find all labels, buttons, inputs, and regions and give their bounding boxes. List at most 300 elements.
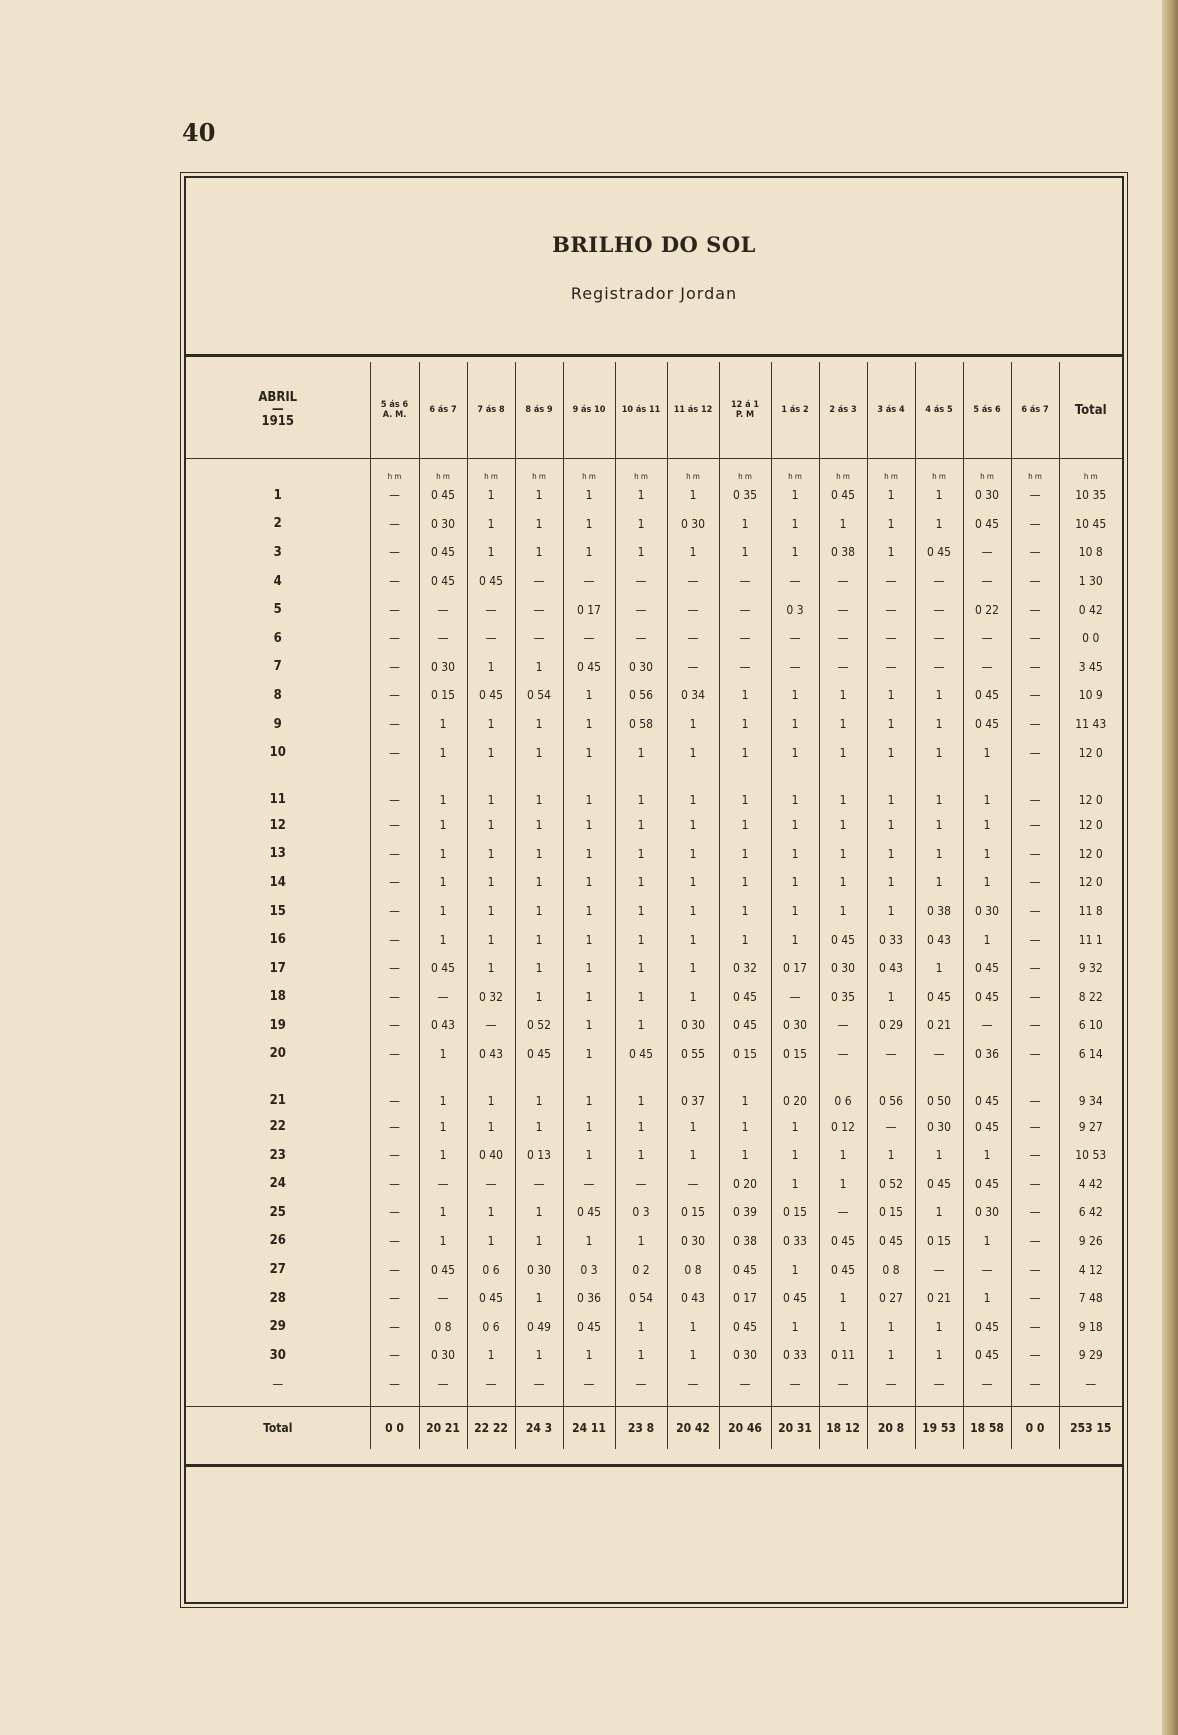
page-edge <box>1162 0 1178 1735</box>
value-cell: 0 45 <box>563 1312 615 1341</box>
value-cell: — <box>867 624 915 653</box>
value-cell: — <box>719 653 771 682</box>
value-cell: 0 17 <box>563 595 615 624</box>
value-cell: — <box>370 738 419 767</box>
row-total-cell: 12 0 <box>1059 868 1122 897</box>
value-cell: 0 15 <box>719 1040 771 1069</box>
value-cell: 1 <box>563 983 615 1012</box>
value-cell: — <box>1011 983 1059 1012</box>
column-total-cell: 20 31 <box>771 1406 819 1449</box>
value-cell: 1 <box>419 1198 467 1227</box>
value-cell: 1 <box>515 767 563 811</box>
spacer-cell <box>370 1398 419 1407</box>
value-cell: 1 <box>563 868 615 897</box>
column-header-label: 5 ás 6 <box>973 405 1001 415</box>
value-cell: 1 <box>867 868 915 897</box>
value-cell: 0 38 <box>915 897 963 926</box>
value-cell: 1 <box>615 1227 667 1256</box>
spacer-cell <box>515 1398 563 1407</box>
row-total-cell: 0 42 <box>1059 595 1122 624</box>
value-cell: 1 <box>563 538 615 567</box>
value-cell: 0 30 <box>963 481 1011 510</box>
value-cell: — <box>370 510 419 539</box>
dash-row <box>186 1370 1122 1398</box>
value-cell: 1 <box>615 1312 667 1341</box>
unit-label: h m <box>915 459 963 482</box>
value-cell: — <box>370 897 419 926</box>
spacer-cell <box>1011 1398 1059 1407</box>
table-row <box>186 925 1122 954</box>
value-cell: 1 <box>467 767 515 811</box>
value-cell: 1 <box>963 1141 1011 1170</box>
month-label: ABRIL <box>258 390 298 405</box>
total-column-header: Total <box>1059 362 1122 459</box>
row-total-cell: 9 26 <box>1059 1227 1122 1256</box>
value-cell: 1 <box>867 983 915 1012</box>
value-cell: 1 <box>467 653 515 682</box>
column-total-cell: 19 53 <box>915 1406 963 1449</box>
column-header <box>563 362 615 459</box>
dash-cell: — <box>467 1370 515 1398</box>
value-cell: 1 <box>563 811 615 840</box>
value-cell: 0 17 <box>719 1284 771 1313</box>
table-row <box>186 510 1122 539</box>
value-cell: 1 <box>467 954 515 983</box>
value-cell: 1 <box>615 983 667 1012</box>
value-cell: 1 <box>419 897 467 926</box>
table-row <box>186 1198 1122 1227</box>
value-cell: 0 3 <box>771 595 819 624</box>
value-cell: — <box>615 567 667 596</box>
value-cell: — <box>963 624 1011 653</box>
value-cell: 0 45 <box>915 1169 963 1198</box>
value-cell: 0 45 <box>419 567 467 596</box>
value-cell: 1 <box>819 897 867 926</box>
column-header-label: 6 ás 7 <box>1021 405 1049 415</box>
value-cell: 1 <box>467 811 515 840</box>
day-cell: 29 <box>269 1319 286 1335</box>
value-cell: — <box>1011 1141 1059 1170</box>
value-cell: 1 <box>667 481 719 510</box>
value-cell: 0 8 <box>419 1312 467 1341</box>
table-row <box>186 1112 1122 1141</box>
value-cell: 1 <box>963 868 1011 897</box>
value-cell: 1 <box>771 897 819 926</box>
value-cell: 1 <box>667 1141 719 1170</box>
row-total-cell: 10 45 <box>1059 510 1122 539</box>
value-cell: — <box>615 595 667 624</box>
value-cell: — <box>1011 624 1059 653</box>
column-total-cell: 20 21 <box>419 1406 467 1449</box>
column-header <box>867 362 915 459</box>
value-cell: — <box>370 1112 419 1141</box>
row-total-cell: 11 1 <box>1059 925 1122 954</box>
value-cell: 1 <box>419 925 467 954</box>
value-cell: 0 20 <box>771 1068 819 1112</box>
value-cell: 1 <box>915 710 963 739</box>
dash-cell: — <box>615 1370 667 1398</box>
day-cell: 6 <box>273 630 282 646</box>
value-cell: 1 <box>667 538 719 567</box>
value-cell: 0 34 <box>667 681 719 710</box>
value-cell: 1 <box>563 681 615 710</box>
day-cell: 8 <box>273 687 282 703</box>
value-cell: 0 45 <box>771 1284 819 1313</box>
spacer-cell <box>915 1398 963 1407</box>
column-total-cell: 24 11 <box>563 1406 615 1449</box>
dash-cell: — <box>719 1370 771 1398</box>
value-cell: — <box>370 653 419 682</box>
value-cell: — <box>719 595 771 624</box>
value-cell: — <box>467 624 515 653</box>
value-cell: 1 <box>563 1341 615 1370</box>
value-cell: — <box>771 983 819 1012</box>
value-cell: 1 <box>515 868 563 897</box>
value-cell: — <box>1011 1068 1059 1112</box>
value-cell: 1 <box>515 538 563 567</box>
value-cell: 0 36 <box>563 1284 615 1313</box>
value-cell: 0 45 <box>719 983 771 1012</box>
table-row <box>186 481 1122 510</box>
day-cell: 7 <box>273 659 282 675</box>
table-row <box>186 595 1122 624</box>
value-cell: 0 45 <box>467 1284 515 1313</box>
dash-cell: — <box>370 1370 419 1398</box>
column-total-cell: 23 8 <box>615 1406 667 1449</box>
spacer-cell <box>719 1398 771 1407</box>
value-cell: 0 15 <box>771 1040 819 1069</box>
spacer-cell <box>867 1398 915 1407</box>
value-cell: 1 <box>515 1112 563 1141</box>
value-cell: 1 <box>719 538 771 567</box>
value-cell: 1 <box>667 767 719 811</box>
column-header-label: 8 ás 9 <box>525 405 553 415</box>
value-cell: — <box>915 1040 963 1069</box>
value-cell: — <box>467 1169 515 1198</box>
value-cell: 1 <box>419 738 467 767</box>
value-cell: — <box>867 567 915 596</box>
value-cell: — <box>370 767 419 811</box>
value-cell: 1 <box>615 925 667 954</box>
value-cell: 1 <box>419 811 467 840</box>
day-cell: 22 <box>269 1119 286 1135</box>
unit-label: h m <box>370 459 419 482</box>
value-cell: — <box>667 624 719 653</box>
value-cell: 0 45 <box>963 1341 1011 1370</box>
value-cell: 1 <box>563 897 615 926</box>
value-cell: 0 58 <box>615 710 667 739</box>
value-cell: — <box>1011 710 1059 739</box>
column-header <box>370 362 419 459</box>
value-cell: 1 <box>719 897 771 926</box>
value-cell: 1 <box>771 538 819 567</box>
value-cell: 1 <box>819 840 867 869</box>
value-cell: 0 45 <box>419 954 467 983</box>
value-cell: 1 <box>915 1341 963 1370</box>
value-cell: 0 35 <box>719 481 771 510</box>
value-cell: — <box>1011 1040 1059 1069</box>
totals-label: Total <box>186 1406 370 1449</box>
table-row <box>186 1040 1122 1069</box>
value-cell: 0 43 <box>467 1040 515 1069</box>
value-cell: — <box>915 1255 963 1284</box>
value-cell: 1 <box>915 954 963 983</box>
value-cell: 0 8 <box>667 1255 719 1284</box>
value-cell: 1 <box>771 811 819 840</box>
value-cell: — <box>867 653 915 682</box>
value-cell: 0 27 <box>867 1284 915 1313</box>
table-row <box>186 1068 1122 1112</box>
value-cell: — <box>370 1011 419 1040</box>
value-cell: 0 8 <box>867 1255 915 1284</box>
value-cell: 1 <box>719 510 771 539</box>
value-cell: 1 <box>915 811 963 840</box>
value-cell: 1 <box>667 897 719 926</box>
value-cell: 1 <box>563 954 615 983</box>
value-cell: 1 <box>867 1141 915 1170</box>
value-cell: 1 <box>771 481 819 510</box>
value-cell: 1 <box>467 1068 515 1112</box>
column-header-label: 7 ás 8 <box>477 405 505 415</box>
value-cell: 1 <box>419 1068 467 1112</box>
value-cell: — <box>370 1284 419 1313</box>
sunshine-table <box>186 362 1122 1449</box>
value-cell: 1 <box>467 925 515 954</box>
value-cell: — <box>915 653 963 682</box>
day-cell: 2 <box>273 516 282 532</box>
value-cell: 0 15 <box>915 1227 963 1256</box>
value-cell: — <box>467 595 515 624</box>
month-dash: — <box>271 402 284 417</box>
row-total-cell: 12 0 <box>1059 738 1122 767</box>
value-cell: 0 55 <box>667 1040 719 1069</box>
value-cell: 1 <box>915 681 963 710</box>
unit-label: h m <box>667 459 719 482</box>
value-cell: 1 <box>915 510 963 539</box>
value-cell: — <box>719 624 771 653</box>
day-cell: 4 <box>273 573 282 589</box>
value-cell: 1 <box>615 738 667 767</box>
value-cell: 0 17 <box>771 954 819 983</box>
dash-cell: — <box>1011 1370 1059 1398</box>
value-cell: 1 <box>615 954 667 983</box>
value-cell: 0 45 <box>563 653 615 682</box>
value-cell: 1 <box>667 868 719 897</box>
value-cell: — <box>667 1169 719 1198</box>
column-total-cell: 20 42 <box>667 1406 719 1449</box>
value-cell: — <box>1011 868 1059 897</box>
value-cell: 0 32 <box>719 954 771 983</box>
table-row <box>186 567 1122 596</box>
value-cell: 1 <box>867 840 915 869</box>
column-total-cell: 20 46 <box>719 1406 771 1449</box>
value-cell: — <box>819 1040 867 1069</box>
value-cell: 1 <box>915 1141 963 1170</box>
table-row <box>186 840 1122 869</box>
value-cell: 1 <box>771 840 819 869</box>
value-cell: 0 45 <box>867 1227 915 1256</box>
table-row <box>186 1284 1122 1313</box>
value-cell: 0 12 <box>819 1112 867 1141</box>
value-cell: 1 <box>467 738 515 767</box>
value-cell: 1 <box>819 510 867 539</box>
value-cell: — <box>370 624 419 653</box>
value-cell: — <box>1011 510 1059 539</box>
value-cell: 1 <box>719 767 771 811</box>
value-cell: — <box>1011 681 1059 710</box>
column-total-cell: 0 0 <box>370 1406 419 1449</box>
table-row <box>186 811 1122 840</box>
value-cell: 1 <box>419 868 467 897</box>
row-total-cell: 10 53 <box>1059 1141 1122 1170</box>
value-cell: 0 2 <box>615 1255 667 1284</box>
value-cell: 1 <box>515 653 563 682</box>
value-cell: — <box>771 567 819 596</box>
value-cell: 0 45 <box>819 1255 867 1284</box>
value-cell: 1 <box>563 510 615 539</box>
table-frame <box>184 176 1124 1604</box>
value-cell: 1 <box>719 710 771 739</box>
value-cell: — <box>370 1312 419 1341</box>
value-cell: 1 <box>963 1227 1011 1256</box>
value-cell: — <box>370 925 419 954</box>
value-cell: 1 <box>771 1112 819 1141</box>
dash-cell: — <box>867 1370 915 1398</box>
value-cell: — <box>370 1141 419 1170</box>
value-cell: — <box>370 1040 419 1069</box>
table-row <box>186 710 1122 739</box>
value-cell: — <box>1011 840 1059 869</box>
value-cell: 0 30 <box>419 510 467 539</box>
value-cell: 0 15 <box>867 1198 915 1227</box>
value-cell: 1 <box>819 1284 867 1313</box>
column-total-cell: 18 58 <box>963 1406 1011 1449</box>
value-cell: 1 <box>915 1312 963 1341</box>
day-cell: 12 <box>269 817 286 833</box>
value-cell: 1 <box>667 954 719 983</box>
value-cell: 0 33 <box>771 1227 819 1256</box>
value-cell: 0 45 <box>515 1040 563 1069</box>
column-header-label: 1 ás 2 <box>781 405 809 415</box>
row-total-cell: 6 10 <box>1059 1011 1122 1040</box>
value-cell: 0 45 <box>915 983 963 1012</box>
value-cell: 0 15 <box>771 1198 819 1227</box>
value-cell: 1 <box>467 1341 515 1370</box>
header-rule <box>186 354 1122 357</box>
value-cell: — <box>963 1255 1011 1284</box>
value-cell: 1 <box>819 1169 867 1198</box>
value-cell: — <box>370 538 419 567</box>
column-header-label: 11 ás 12 <box>673 405 713 415</box>
value-cell: 0 52 <box>515 1011 563 1040</box>
day-cell: 16 <box>269 932 286 948</box>
value-cell: — <box>370 710 419 739</box>
year-label: 1915 <box>261 414 295 429</box>
column-total-cell: 0 0 <box>1011 1406 1059 1449</box>
value-cell: 1 <box>467 868 515 897</box>
value-cell: — <box>515 567 563 596</box>
row-total-cell: 4 42 <box>1059 1169 1122 1198</box>
row-total-cell: 10 8 <box>1059 538 1122 567</box>
value-cell: — <box>419 983 467 1012</box>
value-cell: 0 35 <box>819 983 867 1012</box>
value-cell: 1 <box>563 1112 615 1141</box>
column-header <box>771 362 819 459</box>
value-cell: — <box>370 1169 419 1198</box>
unit-label: h m <box>819 459 867 482</box>
column-header <box>719 362 771 459</box>
value-cell: 1 <box>467 538 515 567</box>
title-block <box>186 178 1122 354</box>
column-header <box>515 362 563 459</box>
dash-cell: — <box>272 1376 284 1391</box>
value-cell: 1 <box>515 897 563 926</box>
value-cell: 1 <box>515 983 563 1012</box>
value-cell: 0 50 <box>915 1068 963 1112</box>
value-cell: 0 30 <box>915 1112 963 1141</box>
value-cell: 1 <box>667 811 719 840</box>
row-total-cell: 4 12 <box>1059 1255 1122 1284</box>
value-cell: 0 22 <box>963 595 1011 624</box>
value-cell: 0 30 <box>667 510 719 539</box>
value-cell: — <box>867 595 915 624</box>
value-cell: — <box>1011 1169 1059 1198</box>
value-cell: 1 <box>615 840 667 869</box>
day-cell: 30 <box>269 1347 286 1363</box>
value-cell: 0 54 <box>515 681 563 710</box>
value-cell: 1 <box>563 1141 615 1170</box>
unit-row <box>186 459 1122 482</box>
value-cell: 0 3 <box>563 1255 615 1284</box>
value-cell: — <box>563 1169 615 1198</box>
value-cell: 0 30 <box>819 954 867 983</box>
value-cell: — <box>771 653 819 682</box>
value-cell: 1 <box>771 925 819 954</box>
value-cell: 1 <box>419 767 467 811</box>
value-cell: 0 21 <box>915 1284 963 1313</box>
day-cell: 17 <box>269 960 286 976</box>
value-cell: 1 <box>771 738 819 767</box>
value-cell: — <box>515 595 563 624</box>
day-cell: 14 <box>269 874 286 890</box>
value-cell: — <box>467 1011 515 1040</box>
value-cell: 1 <box>419 1227 467 1256</box>
row-total-cell: 9 27 <box>1059 1112 1122 1141</box>
row-total-cell: 9 32 <box>1059 954 1122 983</box>
value-cell: 1 <box>515 710 563 739</box>
value-cell: 0 29 <box>867 1011 915 1040</box>
table-row <box>186 954 1122 983</box>
value-cell: — <box>963 1011 1011 1040</box>
column-header <box>467 362 515 459</box>
value-cell: 1 <box>467 897 515 926</box>
table-row <box>186 767 1122 811</box>
value-cell: 0 54 <box>615 1284 667 1313</box>
value-cell: 1 <box>719 868 771 897</box>
value-cell: 1 <box>563 1040 615 1069</box>
unit-label: h m <box>563 459 615 482</box>
unit-label: h m <box>419 459 467 482</box>
spacer-cell <box>419 1398 467 1407</box>
value-cell: 1 <box>819 738 867 767</box>
value-cell: 0 38 <box>719 1227 771 1256</box>
value-cell: — <box>1011 1284 1059 1313</box>
value-cell: — <box>370 1255 419 1284</box>
table-row <box>186 681 1122 710</box>
unit-label: h m <box>1059 459 1122 482</box>
table-row <box>186 538 1122 567</box>
table-row <box>186 1169 1122 1198</box>
